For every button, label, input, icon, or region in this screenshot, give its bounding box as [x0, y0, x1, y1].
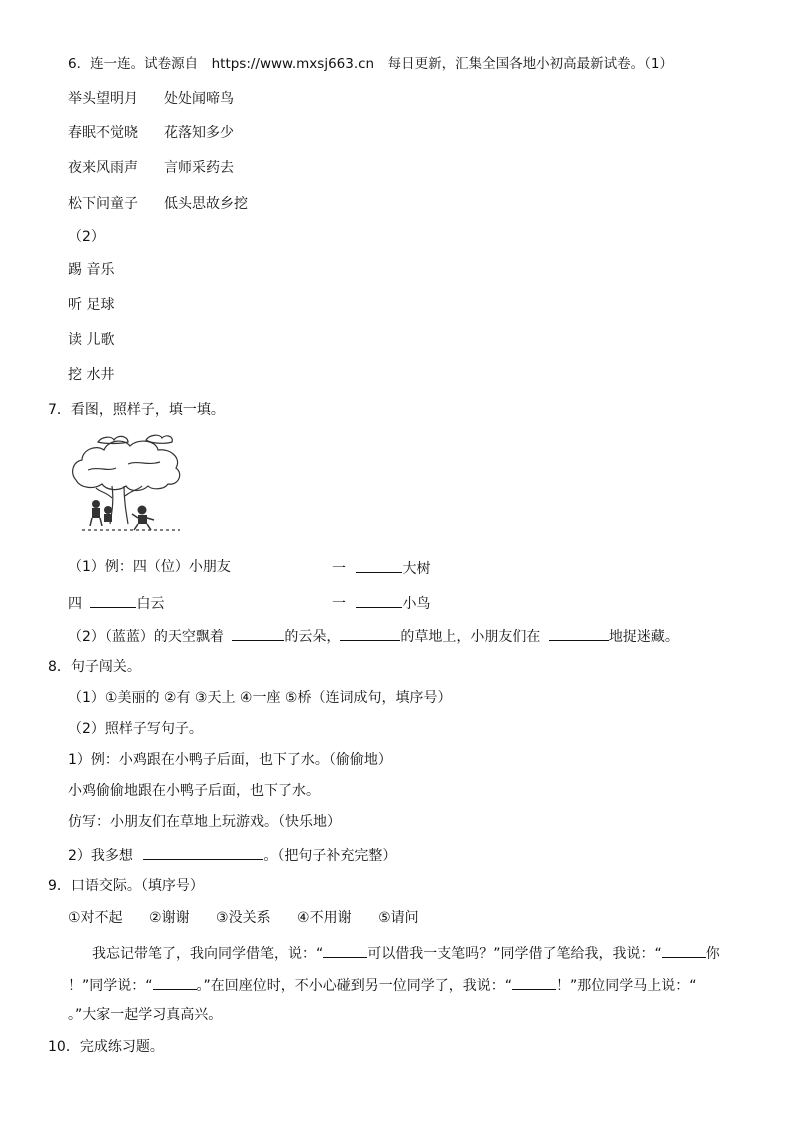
q9-l2-a: ！”同学说：“: [68, 978, 153, 994]
q8-example-answer: 小鸡偷偷地跟在小鸭子后面，也下了水。: [68, 783, 320, 799]
q7-row2-right: [332, 593, 430, 613]
q7-blank-2[interactable]: [90, 593, 136, 608]
q8-complete-b: 。（把句子补充完整）: [263, 848, 397, 864]
q9-l1-a: 我忘记带笔了，我向同学借笔，说：“: [92, 946, 324, 962]
q8-example: 1）例：小鸡跟在小鸭子后面，也下了水。（偷偷地）: [68, 752, 392, 768]
q9-option-5: ⑤请问: [378, 910, 419, 926]
q6-right-1: 处处闻啼鸟: [164, 91, 234, 107]
q9-blank-1[interactable]: [323, 943, 367, 958]
q6-left-2: 春眠不觉晓: [68, 125, 138, 141]
q9-l2-c: ！”那位同学马上说：“: [556, 978, 697, 994]
q6-right-4: 低头思故乡挖: [164, 196, 248, 212]
q7-row1-left: （1）例：四（位）小朋友: [68, 559, 231, 575]
q7-row1-right: [332, 558, 430, 578]
q7-row3-b: 的云朵，: [284, 629, 341, 645]
q8-complete-a: 2）我多想: [68, 848, 133, 864]
q9-title: 9．口语交际。（填序号）: [48, 878, 204, 894]
q7-row2-measure-left: 四: [68, 596, 82, 612]
q9-line-2: [68, 975, 697, 995]
q7-title: 7．看图，照样子，填一填。: [48, 402, 225, 418]
q6-part2-item-4: 挖 水井: [68, 367, 115, 383]
q7-row2-noun-right: 小鸟: [402, 596, 431, 612]
q6-part2-item-1: 踢 音乐: [68, 262, 115, 278]
q7-row1-noun: 大树: [402, 561, 431, 577]
q9-options: [68, 909, 419, 927]
tree-children-illustration: [68, 430, 186, 536]
q8-part1: （1）①美丽的 ②有 ③天上 ④一座 ⑤桥（连词成句，填序号）: [68, 690, 452, 706]
q7-blank-6[interactable]: [549, 626, 609, 641]
q7-row3-c: 的草地上，小朋友们在: [400, 629, 541, 645]
q7-blank-3[interactable]: [356, 593, 402, 608]
q6-header: 6．连一连。试卷源自 https://www.mxsj663.cn 每日更新，汇集全国各地小初高最新试卷。（1）: [68, 56, 673, 72]
q7-row3-d: 地捉迷藏。: [608, 629, 679, 645]
q9-l1-b: 可以借我一支笔吗？”同学借了笔给我，我说：“: [367, 946, 662, 962]
q6-left-1: 举头望明月: [68, 91, 138, 107]
q7-row2-left: [68, 593, 164, 613]
q7-blank-5[interactable]: [340, 626, 400, 641]
q8-complete: [68, 845, 396, 865]
q6-right-2: 花落知多少: [164, 125, 234, 141]
q8-title: 8．句子闯关。: [48, 659, 141, 675]
q8-part2: （2）照样子写句子。: [68, 721, 203, 737]
q7-row1-measure: 一: [332, 561, 346, 577]
q7-row3: [68, 626, 679, 646]
q9-option-4: ④不用谢: [297, 910, 352, 926]
q6-left-4: 松下问童子: [68, 196, 138, 212]
q9-blank-2[interactable]: [662, 943, 706, 958]
q7-row2-noun-left: 白云: [136, 596, 165, 612]
q7-row3-a: （2）（蓝蓝）的天空飘着: [68, 629, 224, 645]
q6-right-3: 言师采药去: [164, 160, 234, 176]
q9-blank-3[interactable]: [153, 975, 197, 990]
q9-l2-b: 。”在回座位时，不小心碰到另一位同学了，我说：“: [196, 978, 513, 994]
q9-line-1: [92, 943, 720, 963]
q7-blank-4[interactable]: [232, 626, 284, 641]
q8-imitate: 仿写：小朋友们在草地上玩游戏。（快乐地）: [68, 814, 341, 830]
q8-blank[interactable]: [143, 845, 263, 860]
q6-part2-label: （2）: [68, 229, 105, 245]
q9-blank-4[interactable]: [512, 975, 556, 990]
q10-title: 10．完成练习题。: [48, 1039, 164, 1055]
q7-row2-measure-right: 一: [332, 596, 346, 612]
q9-l1-c: 你: [705, 946, 720, 962]
q9-option-3: ③没关系: [216, 910, 271, 926]
q6-part2-item-3: 读 儿歌: [68, 332, 115, 348]
q7-blank-1[interactable]: [356, 558, 402, 573]
q9-line-3: 。”大家一起学习真高兴。: [68, 1007, 223, 1023]
q9-option-2: ②谢谢: [149, 910, 190, 926]
q6-part2-item-2: 听 足球: [68, 297, 115, 313]
q9-option-1: ①对不起: [68, 910, 123, 926]
q6-left-3: 夜来风雨声: [68, 160, 138, 176]
